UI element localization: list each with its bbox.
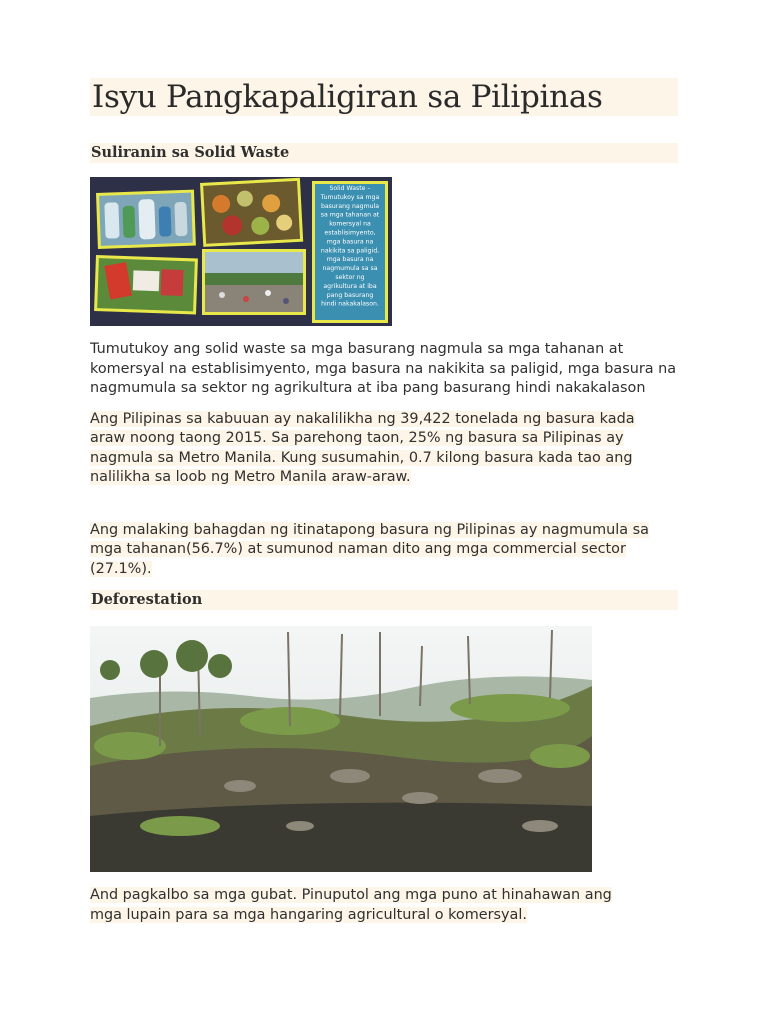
caption-line: nakikita sa paligid, (320, 247, 380, 255)
paragraph-line: Tumutukoy ang solid waste sa mga basurang nagmula sa mga tahanan at (90, 341, 624, 357)
paragraph-line: araw noong taong 2015. Sa parehong taon, 25% ng basura sa Pilipinas ay (90, 430, 624, 446)
paragraph-waste-statistics (90, 410, 678, 488)
paragraph-waste-sources (90, 521, 678, 580)
caption-line: hindi nakakalason. (321, 300, 379, 308)
caption-line: establisimyento, (324, 229, 376, 237)
paragraph-line: (27.1%). (90, 560, 152, 577)
caption-line: mga basura na (326, 238, 374, 246)
caption-line: agrikultura at iba (323, 282, 377, 290)
paragraph-line: mga lupain para sa mga hangaring agricultural o komersyal. (90, 906, 527, 923)
paragraph-solid-waste-definition (90, 340, 678, 399)
collage-caption-text (320, 185, 380, 308)
caption-line: Solid Waste – (329, 185, 371, 192)
solid-waste-collage-image (90, 177, 392, 326)
paragraph-line: nagmula sa Metro Manila. Kung susumahin, 0.7 kilong basura kada tao ang (90, 449, 633, 466)
caption-line: mga basura na (326, 256, 374, 264)
paragraph-line: nalilikha sa loob ng Metro Manila araw-araw. (90, 469, 411, 485)
paragraph-deforestation-definition (90, 886, 678, 925)
caption-line: pang basurang (326, 291, 374, 299)
paragraph-line: And pagkalbo sa mga gubat. Pinuputol ang mga puno at hinahawan ang (90, 887, 612, 903)
paragraph-line: Ang malaking bahagdan ng itinatapong basura ng Pilipinas ay nagmumula sa (90, 521, 649, 538)
paragraph-line: nagmumula sa sektor ng agrikultura at iba pang basurang hindi nakakalason (90, 380, 646, 396)
paragraph-line: mga tahanan(56.7%) at sumunod naman dito ang mga commercial sector (90, 541, 626, 557)
section-heading-deforestation: Deforestation (90, 590, 678, 610)
caption-line: Tumutukoy sa mga (320, 193, 380, 201)
caption-line: komersyal na (329, 220, 371, 228)
deforestation-photo (90, 626, 592, 872)
paragraph-line: komersyal na establisimyento, mga basura na nakikita sa paligid, mga basura na (90, 360, 677, 377)
caption-line: sektor ng (335, 274, 365, 281)
paragraph-line: Ang Pilipinas sa kabuuan ay nakalilikha ng 39,422 tonelada ng basura kada (90, 410, 635, 427)
section-heading-solid-waste: Suliranin sa Solid Waste (90, 143, 678, 163)
caption-line: sa mga tahanan at (320, 211, 380, 219)
page-title: Isyu Pangkapaligiran sa Pilipinas (90, 78, 678, 116)
caption-line: nagmumula sa sa (322, 265, 378, 273)
caption-line: basurang nagmula (320, 202, 380, 210)
document-page (90, 78, 678, 936)
